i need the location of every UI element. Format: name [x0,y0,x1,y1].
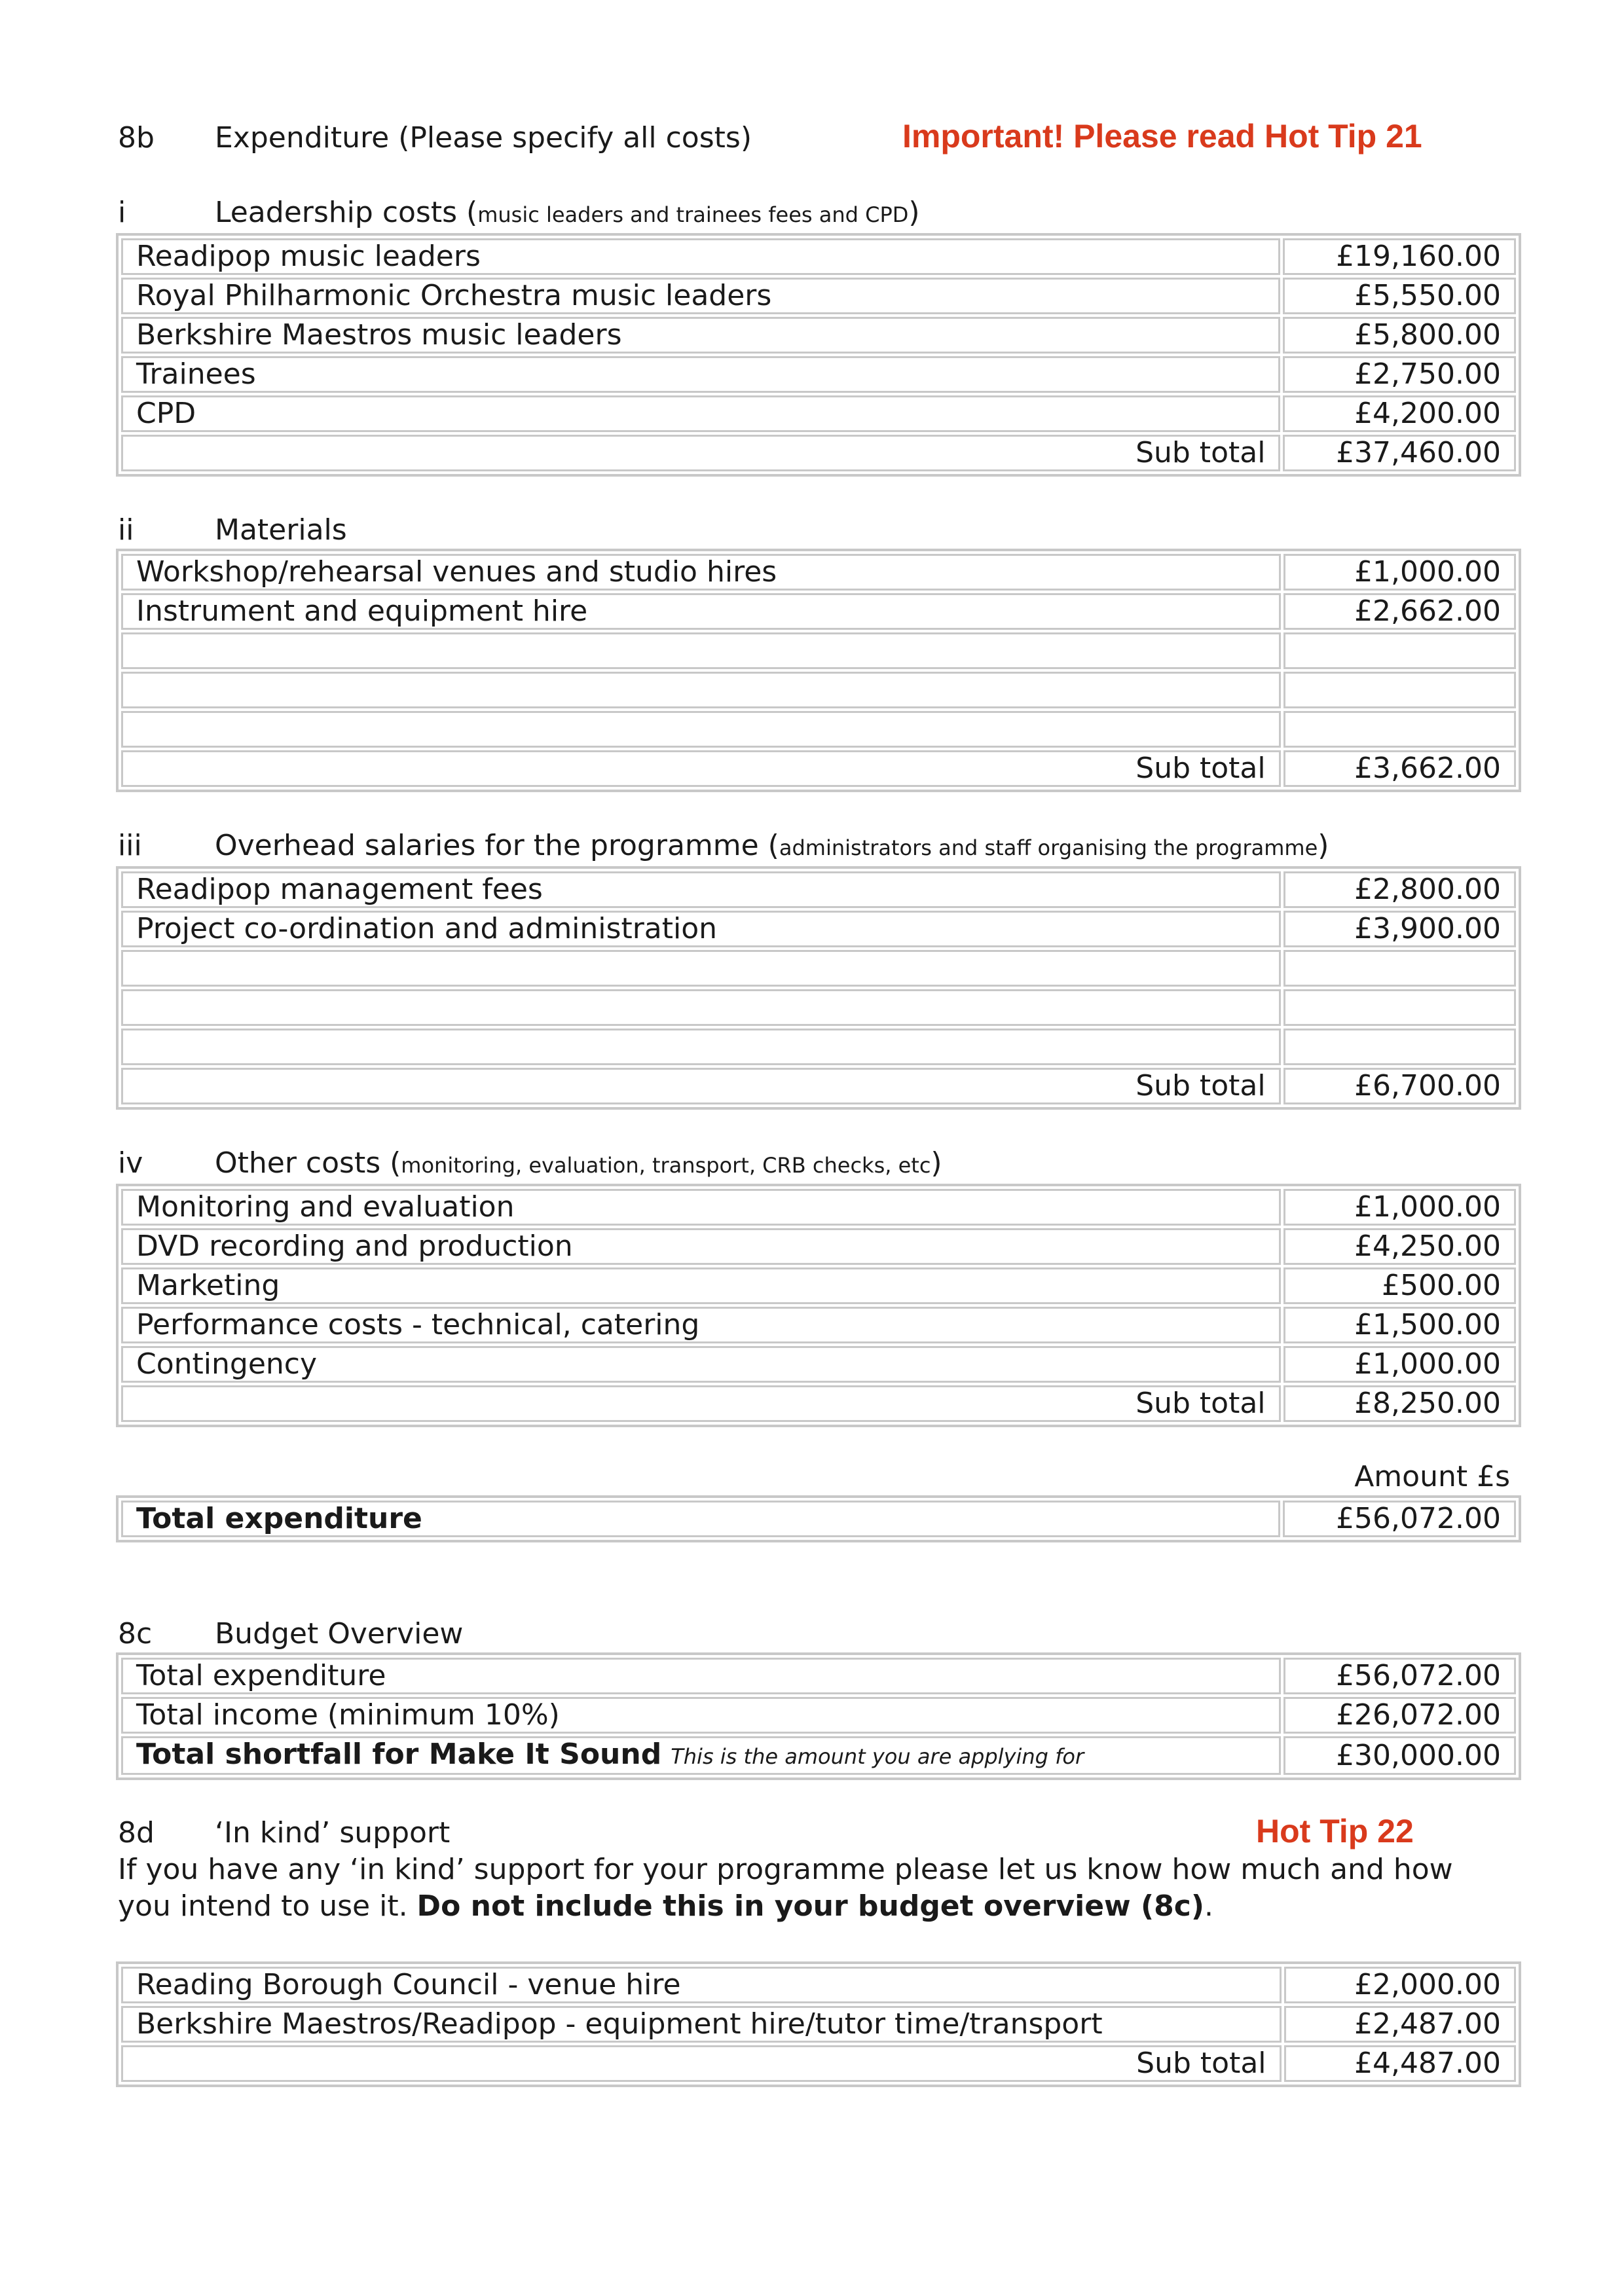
empty-row [121,950,1516,987]
overview-shortfall-cell [121,1736,1281,1775]
cost-label-field[interactable]: Trainees [121,356,1280,393]
subsection-close: ) [1318,829,1329,862]
subsection-number: iii [118,829,142,862]
subsection-number: iv [118,1146,143,1180]
table-row [121,317,1516,354]
other-costs-header [118,1145,1519,1184]
budget-overview-table [116,1652,1521,1780]
cost-label-field[interactable]: Contingency [121,1346,1281,1383]
amount-column-header: Amount £s [1354,1460,1510,1493]
table-row [121,238,1516,275]
subtotal-amount-field[interactable]: £4,487.00 [1284,2045,1516,2082]
table-row [121,593,1516,630]
empty-amount-field[interactable] [1283,672,1516,708]
subsection-title [215,194,920,233]
subsection-title-text: Leadership costs ( [215,196,478,229]
hot-tip-link[interactable]: Hot Tip 22 [1256,1813,1414,1850]
empty-label-field[interactable] [121,672,1281,708]
empty-row [121,989,1516,1026]
cost-label-field[interactable]: Readipop management fees [121,871,1281,908]
cost-amount-field[interactable]: £2,750.00 [1283,356,1516,393]
subtotal-row [121,2045,1516,2082]
subsection-close: ) [931,1146,942,1180]
empty-label-field[interactable] [121,989,1281,1026]
cost-amount-field[interactable]: £5,800.00 [1283,317,1516,354]
table-row [121,2006,1516,2043]
in-kind-header [118,1813,1519,1851]
cost-label-field[interactable]: Royal Philharmonic Orchestra music leaders [121,278,1280,314]
empty-row [121,711,1516,748]
table-row [121,871,1516,908]
subsection-number: i [118,196,126,229]
cost-amount-field[interactable]: £2,662.00 [1283,593,1516,630]
table-row [121,1736,1516,1775]
leadership-header [118,194,1519,233]
empty-row [121,672,1516,708]
empty-amount-field[interactable] [1283,989,1516,1026]
subsection-title [215,828,1329,866]
total-expenditure-label: Total expenditure [121,1501,1280,1537]
cost-label-field[interactable]: CPD [121,395,1280,432]
leadership-costs-table [116,233,1521,477]
cost-label-field[interactable]: Project co-ordination and administration [121,911,1281,947]
empty-amount-field[interactable] [1283,1029,1516,1065]
in-kind-amount-field[interactable]: £2,000.00 [1284,1967,1516,2003]
instructions-warning: Do not include this in your budget overview (8c) [416,1889,1204,1923]
in-kind-label-field[interactable]: Reading Borough Council - venue hire [121,1967,1282,2003]
empty-amount-field[interactable] [1283,632,1516,669]
subtotal-amount-field[interactable]: £3,662.00 [1283,750,1516,787]
materials-table [116,549,1521,792]
subsection-note: music leaders and trainees fees and CPD [477,202,909,227]
cost-label-field[interactable]: Instrument and equipment hire [121,593,1281,630]
subsection-close: ) [908,196,920,229]
in-kind-label-field[interactable]: Berkshire Maestros/Readipop - equipment hire/tutor time/transport [121,2006,1282,2043]
subsection-note: administrators and staff organising the programme [779,835,1318,860]
table-row [121,1267,1516,1304]
table-row [121,1967,1516,2003]
cost-label-field[interactable]: Monitoring and evaluation [121,1189,1281,1226]
subtotal-label: Sub total [121,1385,1281,1422]
subtotal-label: Sub total [121,435,1280,471]
empty-row [121,1029,1516,1065]
cost-amount-field[interactable]: £1,000.00 [1283,1189,1516,1226]
subtotal-label: Sub total [121,2045,1282,2082]
table-row [121,395,1516,432]
budget-overview-header [118,1616,1519,1652]
subsection-note: monitoring, evaluation, transport, CRB checks, etc [401,1153,931,1178]
subtotal-row [121,750,1516,787]
empty-label-field[interactable] [121,950,1281,987]
important-hot-tip-link[interactable]: Important! Please read Hot Tip 21 [902,118,1422,155]
subtotal-label: Sub total [121,750,1281,787]
section-number: 8d [118,1816,155,1850]
cost-label-field[interactable]: Performance costs - technical, catering [121,1307,1281,1343]
cost-label-field[interactable]: DVD recording and production [121,1228,1281,1265]
section-number: 8b [118,121,155,155]
subsection-title-text: Overhead salaries for the programme ( [215,829,779,862]
empty-row [121,632,1516,669]
in-kind-amount-field[interactable]: £2,487.00 [1284,2006,1516,2043]
cost-label-field[interactable]: Berkshire Maestros music leaders [121,317,1280,354]
total-expenditure-field[interactable]: £56,072.00 [1283,1501,1516,1537]
section-title: Budget Overview [215,1617,464,1650]
cost-label-field[interactable]: Readipop music leaders [121,238,1280,275]
overhead-header [118,828,1519,866]
subtotal-row [121,1068,1516,1104]
subsection-title-text: Other costs ( [215,1146,401,1180]
table-row [121,1307,1516,1343]
section-title: ‘In kind’ support [215,1816,451,1850]
cost-amount-field[interactable]: £2,800.00 [1283,871,1516,908]
instructions-text: If you have any ‘in kind’ support for your programme please let us know how much and how you intend to use it. [118,1853,1453,1923]
cost-amount-field[interactable]: £5,550.00 [1283,278,1516,314]
table-row [121,1697,1516,1734]
cost-amount-field[interactable]: £1,500.00 [1283,1307,1516,1343]
overview-shortfall-field[interactable]: £30,000.00 [1283,1736,1516,1775]
subtotal-row [121,1385,1516,1422]
cost-amount-field[interactable]: £4,250.00 [1283,1228,1516,1265]
section-8b-header [118,118,1519,156]
empty-label-field[interactable] [121,632,1281,669]
subsection-title [215,1145,942,1184]
table-row [121,1346,1516,1383]
subtotal-row [121,435,1516,471]
in-kind-instructions [118,1851,1506,1925]
empty-amount-field[interactable] [1283,711,1516,748]
table-row [121,1189,1516,1226]
table-row [121,1658,1516,1694]
table-row [121,356,1516,393]
empty-label-field[interactable] [121,1029,1281,1065]
empty-amount-field[interactable] [1283,950,1516,987]
overview-income-label: Total income (minimum 10%) [121,1697,1281,1734]
cost-amount-field[interactable]: £1,000.00 [1283,554,1516,591]
overview-shortfall-label: Total shortfall for Make It Sound [136,1738,662,1771]
cost-amount-field[interactable]: £4,200.00 [1283,395,1516,432]
table-row [121,554,1516,591]
overview-income-field[interactable]: £26,072.00 [1283,1697,1516,1734]
table-row [121,278,1516,314]
overview-expenditure-field[interactable]: £56,072.00 [1283,1658,1516,1694]
subsection-number: ii [118,513,134,547]
subsection-title: Materials [215,513,347,547]
other-costs-table [116,1184,1521,1427]
cost-label-field[interactable]: Workshop/rehearsal venues and studio hires [121,554,1281,591]
subtotal-label: Sub total [121,1068,1281,1104]
empty-label-field[interactable] [121,711,1281,748]
total-row [121,1501,1516,1537]
overhead-table [116,866,1521,1110]
section-number: 8c [118,1617,153,1650]
subtotal-amount-field[interactable]: £6,700.00 [1283,1068,1516,1104]
in-kind-table [116,1961,1521,2087]
overview-expenditure-label: Total expenditure [121,1658,1281,1694]
subtotal-amount-field[interactable]: £8,250.00 [1283,1385,1516,1422]
subtotal-amount-field[interactable]: £37,460.00 [1283,435,1516,471]
materials-header [118,512,1519,549]
cost-amount-field[interactable]: £1,000.00 [1283,1346,1516,1383]
table-row [121,911,1516,947]
cost-label-field[interactable]: Marketing [121,1267,1281,1304]
instructions-end: . [1204,1889,1213,1923]
cost-amount-field[interactable]: £19,160.00 [1283,238,1516,275]
table-row [121,1228,1516,1265]
overview-shortfall-note: This is the amount you are applying for [671,1744,1084,1769]
section-title: Expenditure (Please specify all costs) [215,121,752,155]
cost-amount-field[interactable]: £500.00 [1283,1267,1516,1304]
cost-amount-field[interactable]: £3,900.00 [1283,911,1516,947]
total-expenditure-table [116,1495,1521,1542]
